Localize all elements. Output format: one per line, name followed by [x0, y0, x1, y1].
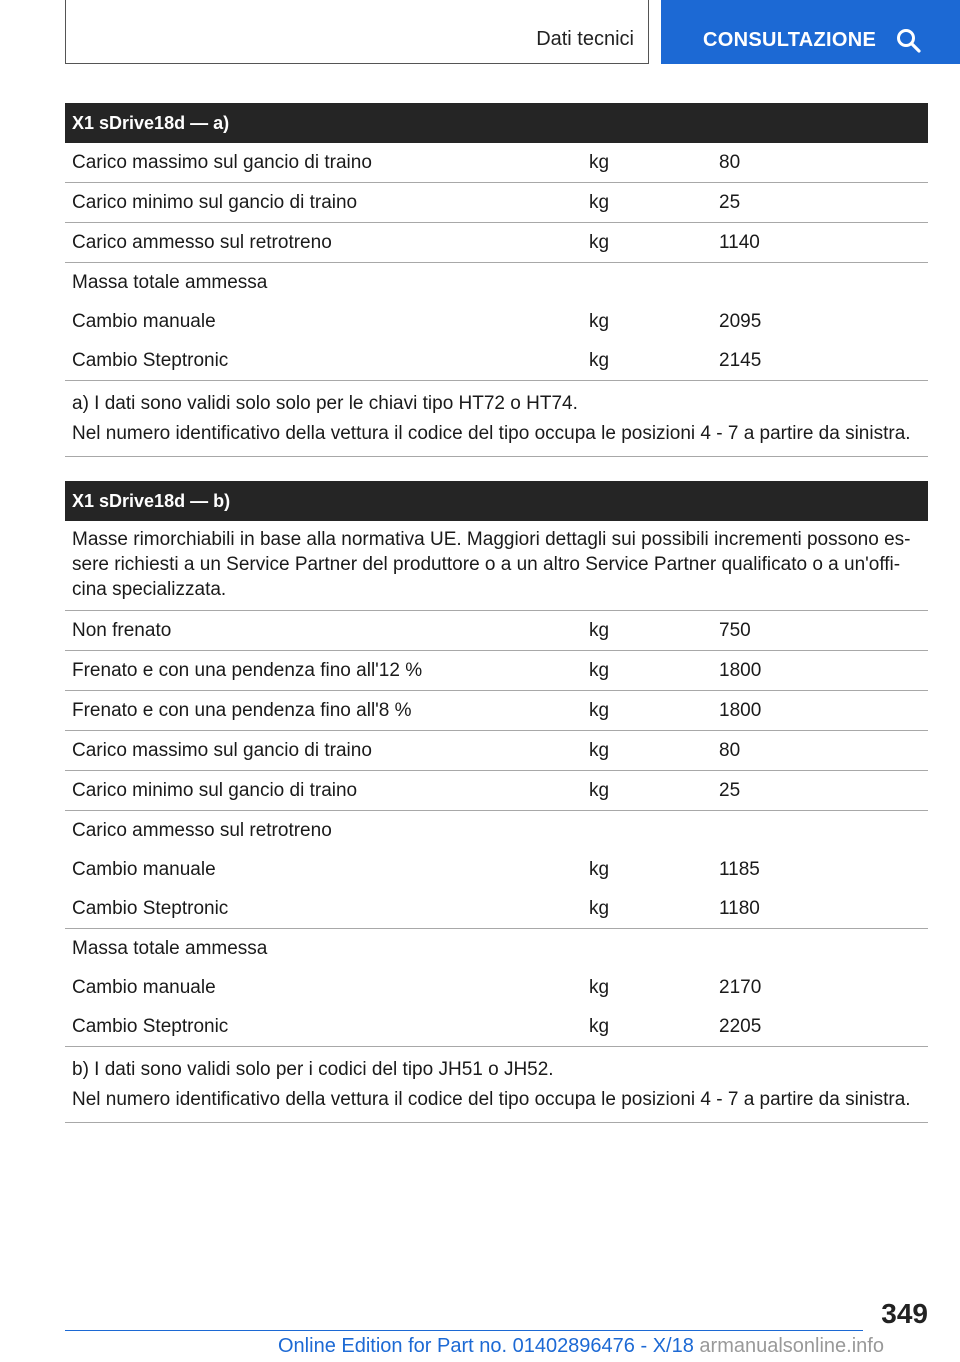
table-a-title: X1 sDrive18d — a): [65, 103, 928, 143]
table-row: [65, 1007, 928, 1047]
row-value: 80: [719, 740, 741, 761]
table-row: [65, 850, 928, 889]
row-unit: kg: [589, 152, 610, 173]
row-value: 2205: [719, 1016, 762, 1037]
row-unit: kg: [589, 660, 610, 681]
table-row: [65, 611, 928, 651]
edition-text: Online Edition for Part no. 01402896476 - X/18: [278, 1335, 694, 1357]
table-row: [65, 731, 928, 771]
row-value: 1800: [719, 660, 762, 681]
footnote: Nel numero identificativo della vettura il codice del tipo occupa le posizioni 4 - 7 a partire da sinistra.: [72, 423, 911, 444]
footer-divider: [65, 1330, 863, 1331]
footnote: a) I dati sono validi solo solo per le chiavi tipo HT72 o HT74.: [72, 393, 578, 414]
table-row: [65, 183, 928, 223]
table-row: [65, 341, 928, 381]
group-header-row: [65, 263, 928, 302]
intro-line: Masse rimorchiabili in base alla normativa UE. Maggiori dettagli sui possibili incrementi possono es-: [72, 529, 911, 550]
row-value: 1180: [719, 898, 760, 919]
row-label: Cambio manuale: [72, 859, 216, 880]
table-b-title: X1 sDrive18d — b): [65, 481, 928, 521]
table-row: [65, 771, 928, 811]
table-row: [65, 302, 928, 341]
row-value: 2095: [719, 311, 762, 332]
table-row: [65, 691, 928, 731]
row-value: 2145: [719, 350, 762, 371]
table-x1-sdrive18d-b: [65, 481, 928, 1123]
header-section-box: [65, 0, 649, 64]
row-label: Frenato e con una pendenza fino all'12 %: [72, 660, 423, 681]
group-header-row: [65, 811, 928, 850]
row-label: Carico ammesso sul retrotreno: [72, 232, 332, 253]
row-unit: kg: [589, 859, 610, 880]
row-unit: kg: [589, 232, 610, 253]
row-unit: kg: [589, 350, 610, 371]
watermark: armanualsonline.info: [699, 1335, 884, 1357]
table-a-footnotes: [65, 381, 928, 457]
row-value: 25: [719, 192, 741, 213]
consultazione-nav-button[interactable]: [661, 0, 960, 64]
row-label: Carico massimo sul gancio di traino: [72, 152, 372, 173]
row-unit: kg: [589, 898, 610, 919]
group-label: Massa totale ammessa: [72, 272, 268, 293]
row-label: Cambio Steptronic: [72, 350, 229, 371]
table-row: [65, 143, 928, 183]
search-icon[interactable]: [896, 28, 922, 54]
row-unit: kg: [589, 977, 610, 998]
row-value: 25: [719, 780, 741, 801]
section-title: Dati tecnici: [536, 28, 634, 50]
row-label: Carico minimo sul gancio di traino: [72, 192, 358, 213]
footer-edition: [278, 1335, 884, 1358]
group-header-row: [65, 929, 928, 968]
row-value: 2170: [719, 977, 762, 998]
row-label: Carico minimo sul gancio di traino: [72, 780, 358, 801]
row-unit: kg: [589, 700, 610, 721]
row-label: Carico massimo sul gancio di traino: [72, 740, 372, 761]
table-row: [65, 889, 928, 929]
row-label: Frenato e con una pendenza fino all'8 %: [72, 700, 412, 721]
row-unit: kg: [589, 192, 610, 213]
intro-line: sere richiesti a un Service Partner del produttore o a un altro Service Partner qualificato o a un'offi-: [72, 554, 901, 575]
consultazione-label: CONSULTAZIONE: [703, 29, 877, 51]
group-label: Massa totale ammessa: [72, 938, 268, 959]
row-label: Non frenato: [72, 620, 172, 641]
row-value: 1800: [719, 700, 762, 721]
row-value: 750: [719, 620, 751, 641]
group-label: Carico ammesso sul retrotreno: [72, 820, 332, 841]
table-x1-sdrive18d-a: [65, 103, 928, 457]
footnote: b) I dati sono validi solo per i codici del tipo JH51 o JH52.: [72, 1059, 554, 1080]
row-unit: kg: [589, 311, 610, 332]
row-value: 80: [719, 152, 741, 173]
table-row: [65, 651, 928, 691]
row-value: 1140: [719, 232, 760, 253]
row-label: Cambio manuale: [72, 311, 216, 332]
row-label: Cambio manuale: [72, 977, 216, 998]
page-number: 349: [881, 1298, 928, 1329]
table-row: [65, 968, 928, 1007]
row-unit: kg: [589, 620, 610, 641]
table-b-intro: [65, 521, 928, 611]
table-row: [65, 223, 928, 263]
row-value: 1185: [719, 859, 760, 880]
row-unit: kg: [589, 1016, 610, 1037]
intro-line: cina specializzata.: [72, 579, 227, 600]
row-label: Cambio Steptronic: [72, 898, 229, 919]
row-unit: kg: [589, 780, 610, 801]
table-b-footnotes: [65, 1047, 928, 1123]
footnote: Nel numero identificativo della vettura il codice del tipo occupa le posizioni 4 - 7 a partire da sinistra.: [72, 1089, 911, 1110]
row-unit: kg: [589, 740, 610, 761]
row-label: Cambio Steptronic: [72, 1016, 229, 1037]
